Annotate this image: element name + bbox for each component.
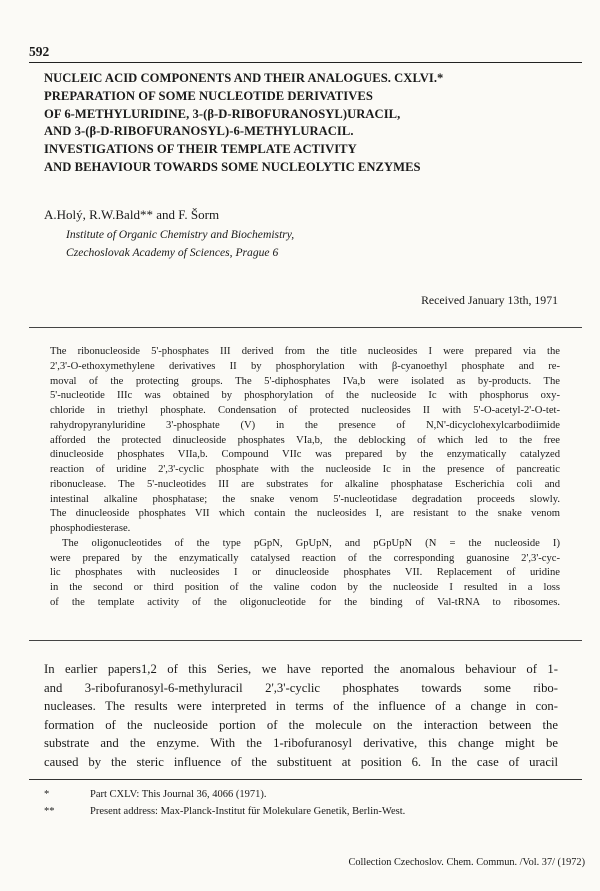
abstract [50, 345, 560, 611]
abstract-rule-bottom [29, 640, 582, 641]
abstract-line: phosphodiesterase. [50, 523, 131, 534]
abstract-line: 5'-nucleotide IIIc was obtained by phosphorylation of the nucleoside Ic with phosphorus oxy- [50, 390, 560, 402]
footnote-text: Part CXLV: This Journal 36, 4066 (1971). [90, 789, 267, 800]
abstract-line: ribonuclease. The 5'-nucleotides III are substrates for alkaline phosphatase Escherichia coli and [50, 478, 560, 490]
abstract-line: of the template activity of the oligonucleotide for the binding of Val-tRNA to ribosomes. [50, 596, 560, 608]
abstract-line: lic phosphates with nucleosides I or dinucleoside phosphates VII. Replacement of uridine [50, 567, 560, 579]
body-line: and 3-ribofuranosyl-6-methyluracil 2',3'-cyclic phosphates towards some ribo- [44, 680, 558, 695]
footnote-rule [29, 779, 582, 780]
title-line: INVESTIGATIONS OF THEIR TEMPLATE ACTIVITY [44, 142, 357, 157]
title-line: AND BEHAVIOUR TOWARDS SOME NUCLEOLYTIC ENZYMES [44, 159, 421, 174]
title-line: AND 3-(β-D-RIBOFURANOSYL)-6-METHYLURACIL. [44, 124, 354, 139]
abstract-line: rahydropyranyluridine 3'-phosphate (V) in the presence of N,N'-dicyclohexylcarbodiimide [50, 419, 560, 431]
affiliation [66, 226, 294, 261]
abstract-line: 2',3'-O-ethoxymethylene derivatives II by phosphorylation with β-cyanoethyl phosphate and re- [50, 360, 560, 372]
abstract-line: reaction of uridine 2',3'-cyclic phosphate with the nucleoside Ic in the presence of pancreatic [50, 464, 560, 475]
body-line: substrate and the enzyme. With the 1-ribofuranosyl derivative, this change might be [44, 736, 558, 750]
footnote-text: Present address: Max-Planck-Institut für Molekulare Genetik, Berlin-West. [90, 805, 406, 817]
body-line: caused by the steric influence of the substituent at position 6. In the case of uracil [44, 754, 558, 769]
article-title [44, 70, 584, 177]
abstract-line: were prepared by the enzymatically catalysed reaction of the corresponding guanosine 2',3'-cyc- [50, 552, 560, 564]
abstract-line: moval of the protecting groups. The 5'-diphosphates IVa,b were isolated as by-products. The [50, 375, 560, 387]
footnote-mark: ** [44, 805, 55, 817]
title-line: PREPARATION OF SOME NUCLEOTIDE DERIVATIVES [44, 88, 373, 103]
footnote [44, 804, 564, 821]
abstract-line: intestinal alkaline phosphatase; the snake venom 5'-nucleotidase degradation proceeds slowly. [50, 493, 560, 505]
footnote [44, 787, 564, 804]
abstract-line: chloride in triethyl phosphate. Condensation of protected nucleosides II with 5'-O-acetyl-2'-O-tet- [50, 405, 560, 416]
abstract-line: afforded the protected dinucleoside phosphates VIa,b, the deblocking of which led to the free [50, 434, 560, 446]
affiliation-line: Czechoslovak Academy of Sciences, Prague 6 [66, 245, 279, 259]
body-line: formation of the nucleoside portion of the molecule on the interaction between the [44, 717, 558, 732]
abstract-line: The dinucleoside phosphates VII which contain the nucleosides I, are resistant to the snake venom [50, 508, 560, 520]
footnote-mark: * [44, 789, 50, 800]
abstract-line: dinucleoside phosphates VIIa,b. Compound VIIc was prepared by the enzymatically catalyzed [50, 449, 560, 461]
page-number: 592 [29, 44, 50, 59]
abstract-line: in the second or third position of the valine codon by the nucleoside I resulted in a loss [50, 582, 560, 593]
abstract-rule-top [29, 327, 582, 328]
affiliation-line: Institute of Organic Chemistry and Biochemistry, [66, 228, 295, 241]
body-line: nucleases. The results were interpreted in terms of the influence of a change in con- [44, 699, 558, 713]
title-line: OF 6-METHYLURIDINE, 3-(β-D-RIBOFURANOSYL)URACIL, [44, 106, 401, 121]
authors: A.Holý, R.W.Bald** and F. Šorm [44, 207, 220, 222]
header-rule [29, 62, 582, 63]
received-date: Received January 13th, 1971 [421, 293, 558, 307]
abstract-line: The ribonucleoside 5'-phosphates III derived from the title nucleosides I were prepared via the [50, 346, 560, 357]
footnotes [44, 787, 564, 820]
journal-citation: Collection Czechoslov. Chem. Commun. /Vol. 37/ (1972) [348, 857, 585, 868]
title-line: NUCLEIC ACID COMPONENTS AND THEIR ANALOGUES. CXLVI.* [44, 71, 444, 85]
body-text [44, 660, 558, 771]
abstract-line: The oligonucleotides of the type pGpN, GpUpN, and pGpUpN (N = the nucleoside I) [62, 537, 560, 549]
body-line: In earlier papers1,2 of this Series, we have reported the anomalous behaviour of 1- [44, 662, 558, 676]
